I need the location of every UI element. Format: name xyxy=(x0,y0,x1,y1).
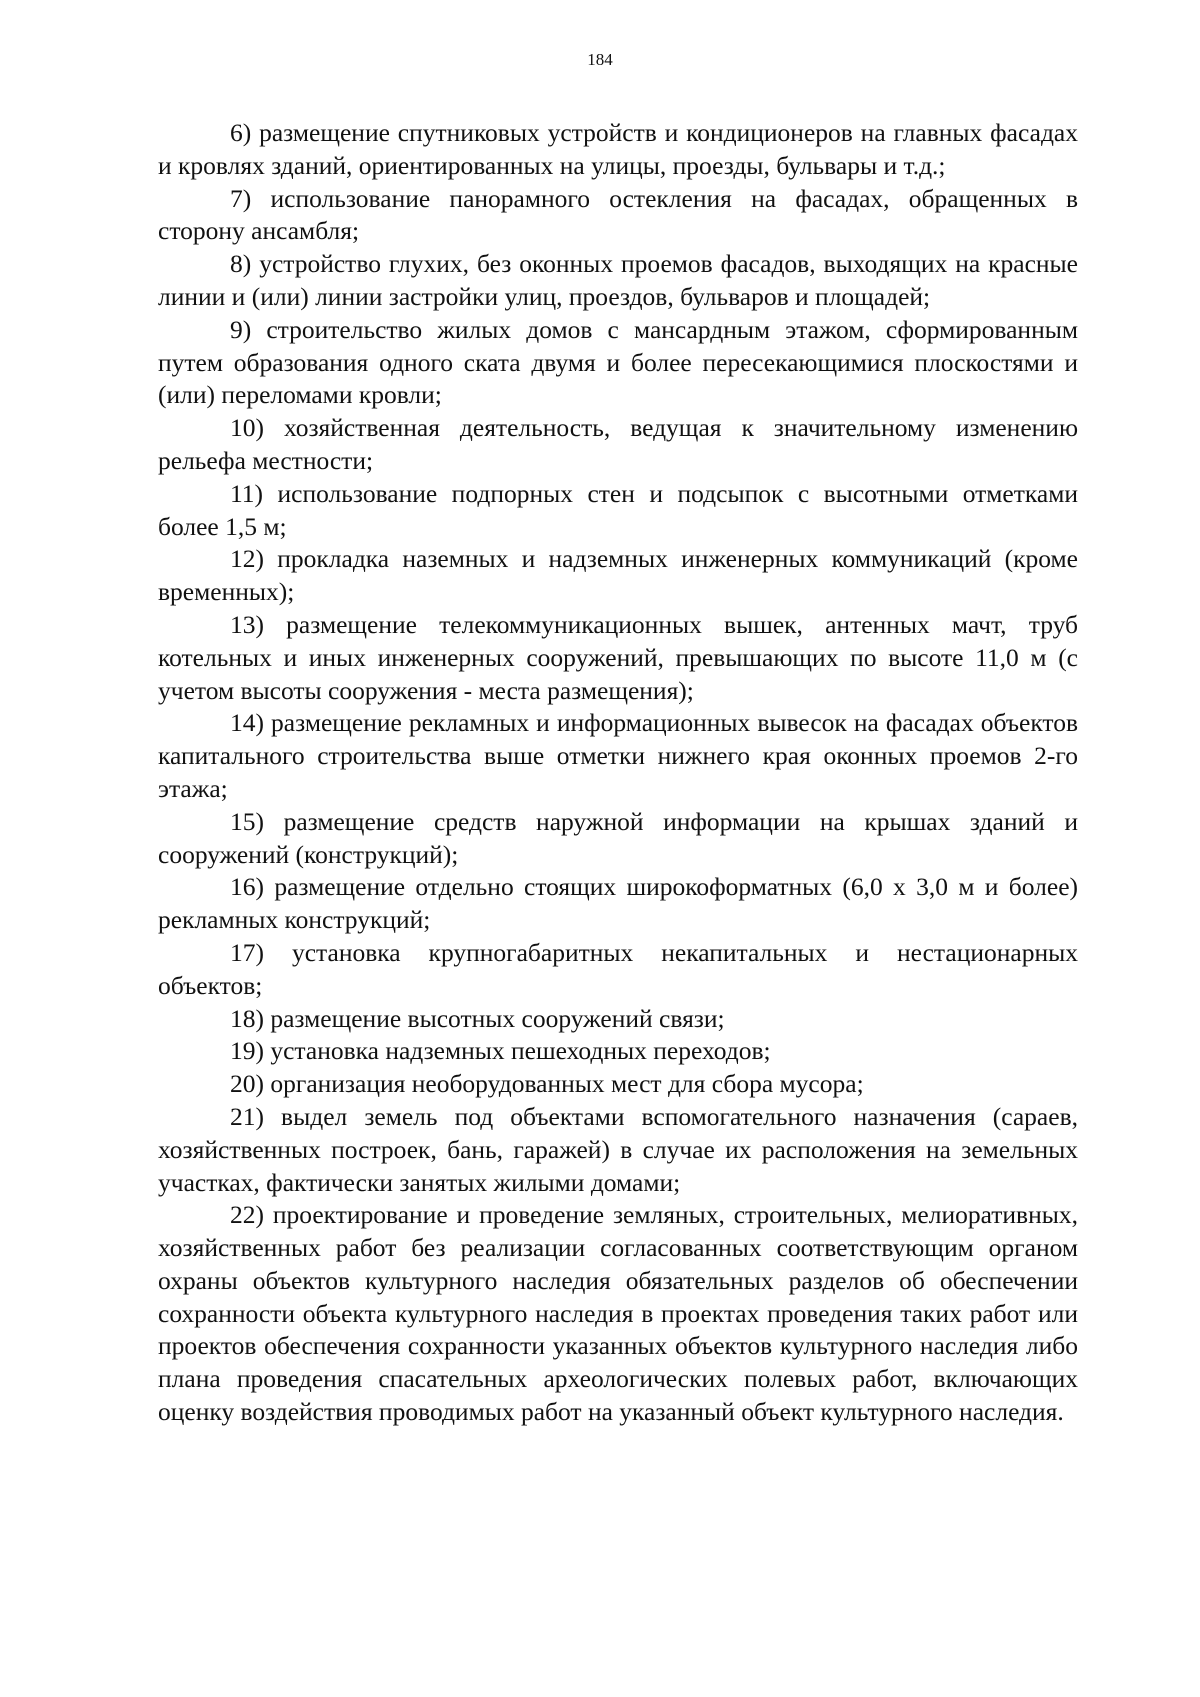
list-item-15: 15) размещение средств наружной информации на крышах зданий и сооружений (конструкций); xyxy=(158,806,1078,869)
list-item-11: 11) использование подпорных стен и подсыпок с высотными отметками более 1,5 м; xyxy=(158,478,1078,541)
list-item-18: 18) размещение высотных сооружений связи; xyxy=(230,1003,725,1033)
list-item-16: 16) размещение отдельно стоящих широкоформатных (6,0 х 3,0 м и более) рекламных конструкций; xyxy=(158,872,1078,935)
list-item-6: 6) размещение спутниковых устройств и кондиционеров на главных фасадах и кровлях зданий, ориентированных на улицы, проезды, бульвары и т.д.; xyxy=(158,118,1078,180)
list-item-9: 9) строительство жилых домов с мансардным этажом, сформированным путем образования одного ската двумя и более пересекающимися плоскостями и (или) переломами кровли; xyxy=(158,314,1078,410)
list-item-19: 19) установка надземных пешеходных переходов; xyxy=(230,1036,771,1066)
list-item-12: 12) прокладка наземных и надземных инженерных коммуникаций (кроме временных); xyxy=(158,544,1078,607)
list-item-17: 17) установка крупногабаритных некапитальных и нестационарных объектов; xyxy=(158,937,1078,1000)
list-item-14: 14) размещение рекламных и информационных вывесок на фасадах объектов капитального строительства выше отметки нижнего края оконных проемов 2-го этажа; xyxy=(158,708,1078,803)
list-item-21: 21) выдел земель под объектами вспомогательного назначения (сараев, хозяйственных построек, бань, гаражей) в случае их расположения на земельных участках, фактически занятых жилыми домами; xyxy=(158,1101,1078,1197)
list-item-7: 7) использование панорамного остекления на фасадах, обращенных в сторону ансамбля; xyxy=(158,183,1078,246)
page-number: 184 xyxy=(587,50,613,69)
list-item-8: 8) устройство глухих, без оконных проемов фасадов, выходящих на красные линии и (или) линии застройки улиц, проездов, бульваров и площадей; xyxy=(158,249,1078,311)
list-item-10: 10) хозяйственная деятельность, ведущая к значительному изменению рельефа местности; xyxy=(158,413,1078,475)
list-item-22: 22) проектирование и проведение земляных, строительных, мелиоративных, хозяйственных работ без реализации согласованных соответствующим органом охраны объектов культурного наследия обязательных разделов об обеспечении сохранности объекта культурного наследия в проектах проведения таких работ или проектов обеспечения сохранности указанных объектов культурного наследия либо плана проведения спасательных археологических полевых работ, включающих оценку воздействия проводимых работ на указанный объект культурного наследия. xyxy=(158,1200,1078,1427)
list-item-20: 20) организация необорудованных мест для сбора мусора; xyxy=(230,1069,864,1099)
prohibitions-list xyxy=(158,117,1078,1429)
list-item-13: 13) размещение телекоммуникационных вышек, антенных мачт, труб котельных и иных инженерных сооружений, превышающих по высоте 11,0 м (с учетом высоты сооружения - места размещения); xyxy=(158,609,1078,705)
